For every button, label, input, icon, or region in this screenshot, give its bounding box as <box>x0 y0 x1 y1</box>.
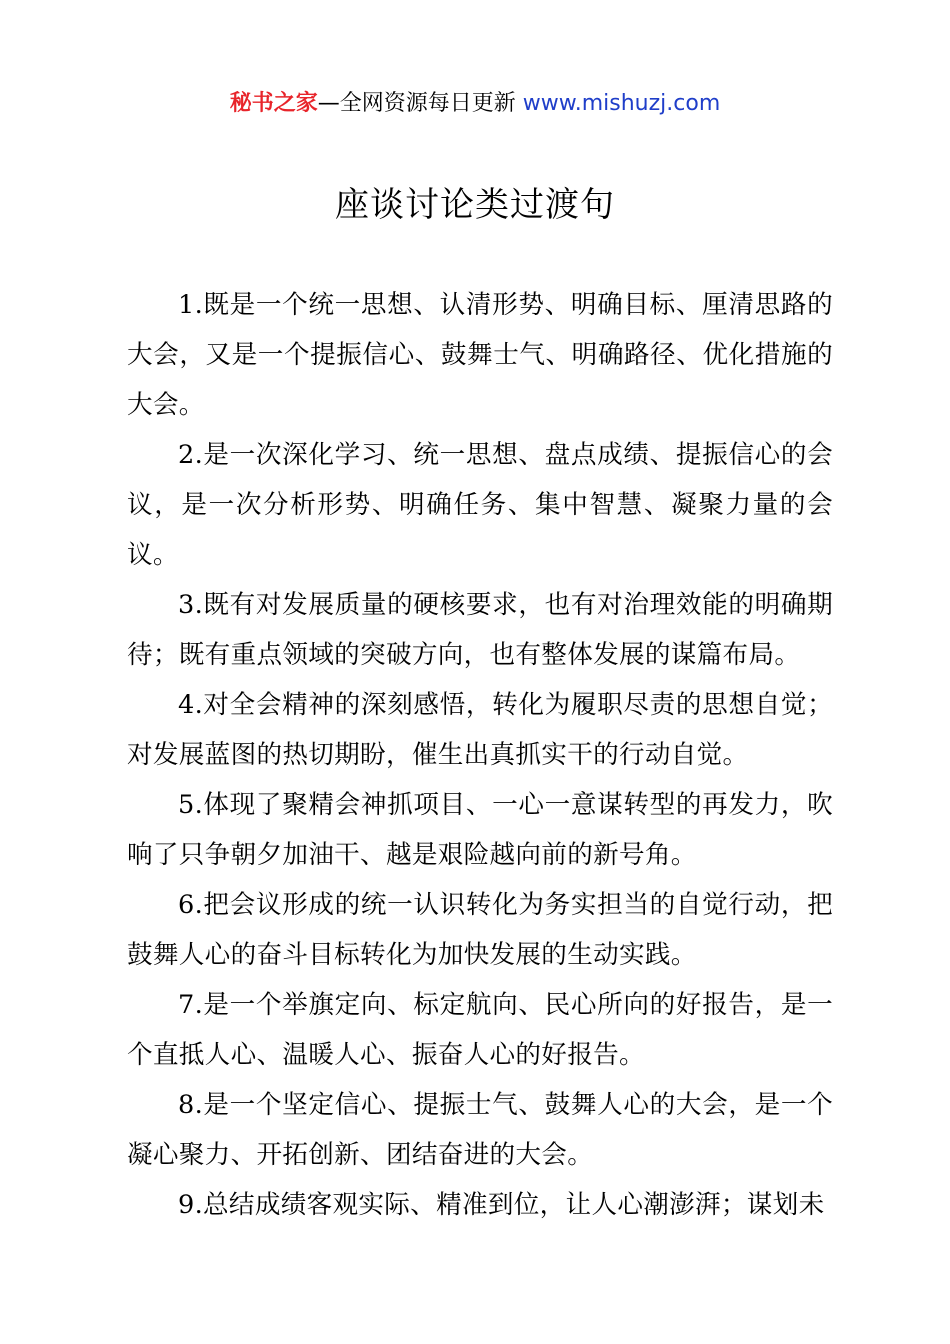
item-number: 8. <box>178 1090 204 1120</box>
site-header <box>0 88 950 120</box>
item-number: 4. <box>178 690 204 720</box>
item-number: 3. <box>178 590 204 620</box>
brand-name: 秘书之家 <box>229 91 318 116</box>
header-tagline: —全网资源每日更新 <box>317 91 516 116</box>
paragraph-8 <box>127 1080 833 1180</box>
item-text: 对全会精神的深刻感悟，转化为履职尽责的思想自觉；对发展蓝图的热切期盼，催生出真抓实干的行动自觉。 <box>127 690 833 770</box>
item-text: 把会议形成的统一认识转化为务实担当的自觉行动，把鼓舞人心的奋斗目标转化为加快发展的生动实践。 <box>127 890 833 970</box>
item-text: 既是一个统一思想、认清形势、明确目标、厘清思路的大会，又是一个提振信心、鼓舞士气、明确路径、优化措施的大会。 <box>127 290 833 420</box>
paragraph-5 <box>127 780 833 880</box>
site-url: www.mishuzj.com <box>522 91 721 116</box>
item-text: 既有对发展质量的硬核要求，也有对治理效能的明确期待；既有重点领域的突破方向，也有整体发展的谋篇布局。 <box>127 590 833 670</box>
item-text: 体现了聚精会神抓项目、一心一意谋转型的再发力，吹响了只争朝夕加油干、越是艰险越向前的新号角。 <box>127 790 833 870</box>
item-number: 6. <box>178 890 204 920</box>
item-number: 5. <box>178 790 204 820</box>
item-text: 总结成绩客观实际、精准到位，让人心潮澎湃；谋划未 <box>203 1190 825 1220</box>
paragraph-9 <box>127 1180 833 1230</box>
document-body <box>127 280 833 1230</box>
item-text: 是一次深化学习、统一思想、盘点成绩、提振信心的会议，是一次分析形势、明确任务、集中智慧、凝聚力量的会议。 <box>127 440 833 570</box>
paragraph-2 <box>127 430 833 580</box>
item-number: 9. <box>178 1190 204 1220</box>
paragraph-3 <box>127 580 833 680</box>
paragraph-6 <box>127 880 833 980</box>
paragraph-1 <box>127 280 833 430</box>
item-number: 2. <box>178 440 204 470</box>
paragraph-4 <box>127 680 833 780</box>
item-number: 1. <box>178 290 204 320</box>
item-number: 7. <box>178 990 204 1020</box>
item-text: 是一个举旗定向、标定航向、民心所向的好报告，是一个直抵人心、温暖人心、振奋人心的好报告。 <box>127 990 833 1070</box>
paragraph-7 <box>127 980 833 1080</box>
item-text: 是一个坚定信心、提振士气、鼓舞人心的大会，是一个凝心聚力、开拓创新、团结奋进的大会。 <box>127 1090 833 1170</box>
document-title: 座谈讨论类过渡句 <box>335 185 615 225</box>
